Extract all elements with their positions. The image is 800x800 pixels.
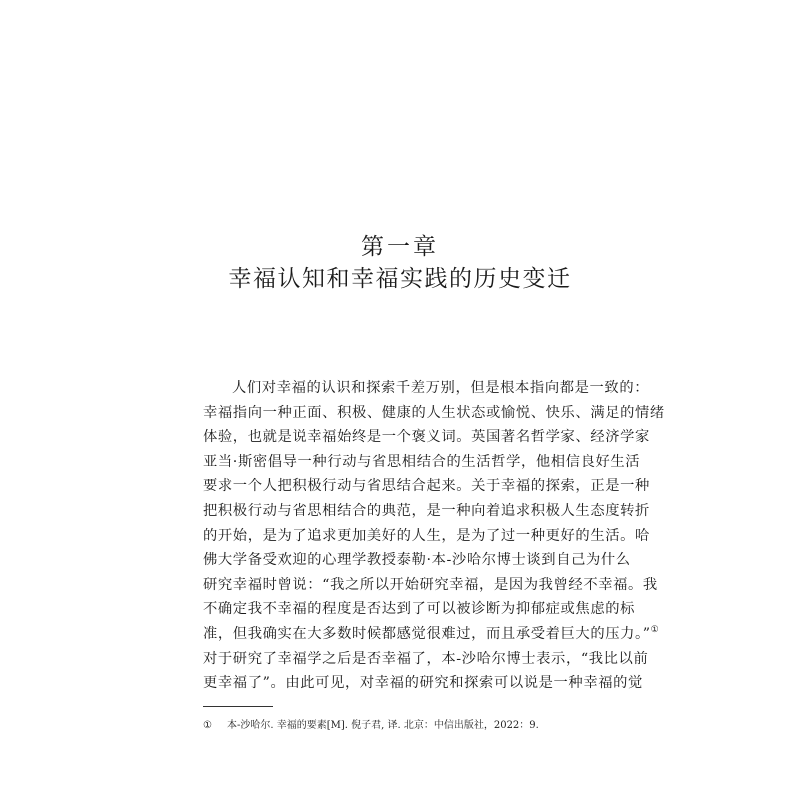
body-line: 对于研究了幸福学之后是否幸福了，本-沙哈尔博士表示，“我比以前 [203, 650, 649, 667]
chapter-number: 第一章 [361, 234, 439, 260]
body-line: 幸福指向一种正面、积极、健康的人生状态或愉悦、快乐、满足的情绪 [203, 404, 665, 421]
body-line-with-footnote [203, 622, 660, 647]
body-paragraph [203, 376, 665, 696]
body-line: 亚当·斯密倡导一种行动与省思相结合的生活哲学，他相信良好生活 [203, 453, 641, 470]
footnote-number: ① [203, 720, 212, 731]
footnote-text: 本-沙哈尔. 幸福的要素[M]. 倪子君, 译. 北京：中信出版社，2022：9. [227, 720, 539, 731]
body-line: 要求一个人把积极行动与省思结合起来。关于幸福的探索，正是一种 [203, 478, 650, 495]
body-line-text: 准，但我确实在大多数时候都感觉很难过，而且承受着巨大的压力。” [203, 625, 651, 642]
footnote-divider [203, 706, 273, 707]
body-line: 的开始，是为了追求更加美好的人生，是为了过一种更好的生活。哈 [203, 527, 650, 544]
body-line: 佛大学备受欢迎的心理学教授泰勒·本-沙哈尔博士谈到自己为什么 [203, 552, 631, 569]
body-line: 研究幸福时曾说：“我之所以开始研究幸福，是因为我曾经不幸福。我 [203, 576, 658, 593]
body-line: 体验，也就是说幸福始终是一个褒义词。英国著名哲学家、经济学家 [203, 429, 650, 446]
body-line: 人们对幸福的认识和探索千差万别，但是根本指向都是一致的： [232, 380, 650, 396]
body-line: 把积极行动与省思相结合的典范，是一种向着追求积极人生态度转折 [203, 502, 650, 519]
body-line: 不确定我不幸福的程度是否达到了可以被诊断为抑郁症或焦虑的标 [203, 601, 636, 618]
chapter-title: 幸福认知和幸福实践的历史变迁 [228, 266, 572, 292]
footnote-reference[interactable]: ① [650, 625, 660, 636]
footnote [203, 719, 539, 733]
body-line: 更幸福了”。由此可见，对幸福的研究和探索可以说是一种幸福的觉 [203, 675, 643, 692]
